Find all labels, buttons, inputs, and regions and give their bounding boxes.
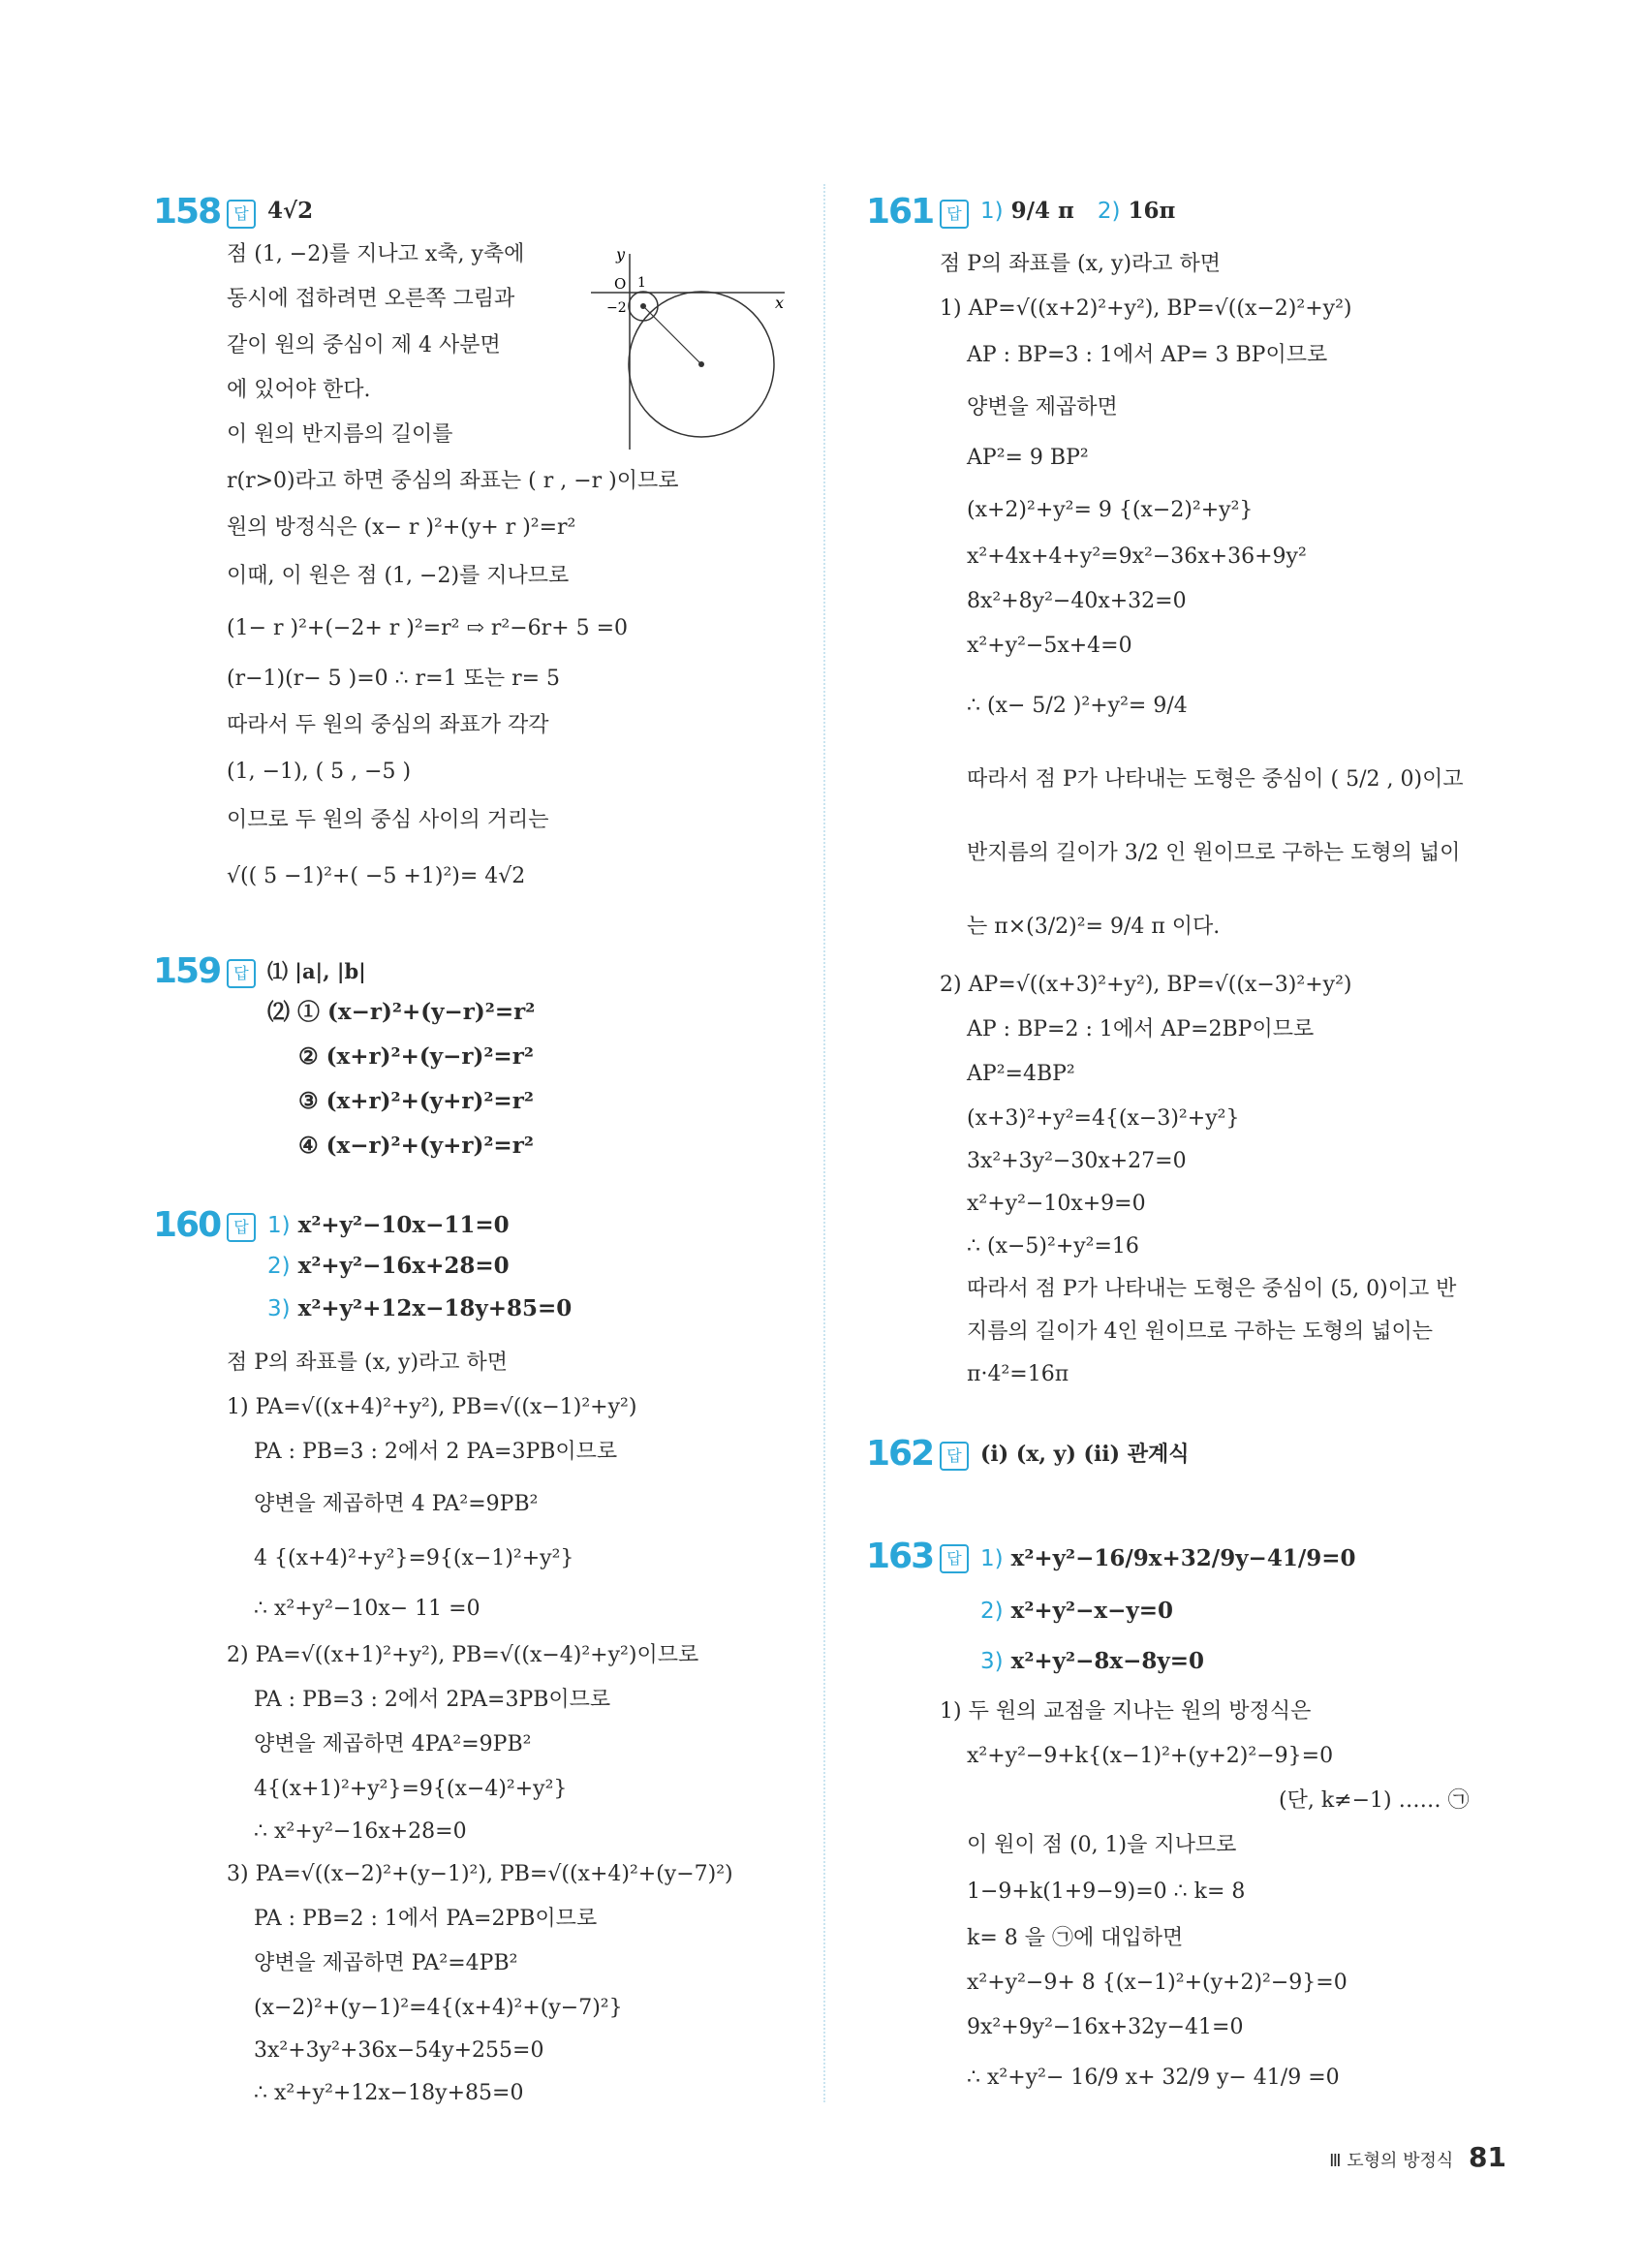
answer-159-3: ③ (x+r)²+(y+r)²=r² <box>298 1088 534 1114</box>
radius-line <box>643 306 701 364</box>
answer-tag-160: 답 <box>227 1213 256 1242</box>
text-161-7: 8x²+8y²−40x+32=0 <box>967 589 1187 613</box>
text-161-9: ∴ (x− 5/2 )²+y²= 9/4 <box>967 694 1188 718</box>
answer-163-3-text: x²+y²−8x−8y=0 <box>1010 1648 1205 1674</box>
text-160-10: ∴ x²+y²−16x+28=0 <box>254 1819 467 1844</box>
answer-163-2-text: x²+y²−x−y=0 <box>1010 1598 1174 1624</box>
answer-160-3-text: x²+y²+12x−18y+85=0 <box>297 1295 573 1321</box>
text-158-13: √(( 5 −1)²+( −5 +1)²)= 4√2 <box>227 864 526 888</box>
answer-160-3-marker: 3) <box>267 1296 291 1321</box>
text-161-10: 따라서 점 P가 나타내는 도형은 중심이 ( 5/2 , 0)이고 <box>967 767 1464 792</box>
answer-161-2: 16π <box>1128 198 1176 224</box>
tick-one-label: 1 <box>637 275 646 291</box>
answer-tag-163: 답 <box>940 1544 969 1573</box>
answer-159-1: ⑵ ① (x−r)²+(y−r)²=r² <box>267 999 536 1025</box>
answer-160-2-text: x²+y²−16x+28=0 <box>297 1253 510 1279</box>
circle-figure <box>581 244 794 455</box>
text-161-4: AP²= 9 BP² <box>967 446 1089 470</box>
text-160-7: PA : PB=3 : 2에서 2PA=3PB이므로 <box>254 1688 611 1712</box>
text-158-7: 이때, 이 원은 점 (1, −2)를 지나므로 <box>227 564 570 588</box>
text-161-22: π·4²=16π <box>967 1362 1069 1386</box>
answer-163-1-marker: 1) <box>980 1546 1004 1571</box>
answer-tag-162: 답 <box>940 1442 969 1471</box>
answer-161-1-marker: 1) <box>980 199 1004 224</box>
text-160-11: 3) PA=√((x−2)²+(y−1)²), PB=√((x+4)²+(y−7)²) <box>227 1862 733 1886</box>
text-160-4: 4 {(x+4)²+y²}=9{(x−1)²+y²} <box>254 1546 574 1570</box>
text-160-1: 1) PA=√((x+4)²+y²), PB=√((x−1)²+y²) <box>227 1395 637 1419</box>
text-161-14: AP : BP=2 : 1에서 AP=2BP이므로 <box>967 1017 1315 1041</box>
text-163-6: x²+y²−9+ 8 {(x−1)²+(y+2)²−9}=0 <box>967 1971 1348 1995</box>
answer-160-1-text: x²+y²−10x−11=0 <box>297 1212 510 1238</box>
answer-163-1 <box>980 1544 1356 1573</box>
text-163-3: 이 원이 점 (0, 1)을 지나므로 <box>967 1833 1237 1857</box>
text-158-1: 동시에 접하려면 오른쪽 그림과 <box>227 287 515 311</box>
problem-number-161: 161 <box>866 192 934 232</box>
problem-number-160: 160 <box>153 1205 221 1245</box>
text-158-4: 이 원의 반지름의 길이를 <box>227 422 453 447</box>
text-160-0: 점 P의 좌표를 (x, y)라고 하면 <box>227 1351 509 1375</box>
text-158-10: 따라서 두 원의 중심의 좌표가 각각 <box>227 713 549 737</box>
tick-neg2-label: −2 <box>606 300 627 316</box>
problem-number-159: 159 <box>153 951 221 991</box>
answer-tag-158: 답 <box>227 200 256 229</box>
small-center <box>640 303 646 309</box>
text-160-15: 3x²+3y²+36x−54y+255=0 <box>254 2038 544 2063</box>
text-161-1: 1) AP=√((x+2)²+y²), BP=√((x−2)²+y²) <box>940 296 1352 321</box>
text-158-11: (1, −1), ( 5 , −5 ) <box>227 760 412 784</box>
text-161-17: 3x²+3y²−30x+27=0 <box>967 1149 1187 1173</box>
answer-162: (i) (x, y) (ii) 관계식 <box>980 1442 1190 1467</box>
column-divider <box>823 184 825 2102</box>
text-161-15: AP²=4BP² <box>967 1062 1075 1086</box>
y-axis-label: y <box>616 245 626 264</box>
problem-number-158: 158 <box>153 192 221 232</box>
page-footer <box>1329 2141 1506 2173</box>
text-160-9: 4{(x+1)²+y²}=9{(x−4)²+y²} <box>254 1777 568 1801</box>
answer-160-3 <box>267 1294 572 1323</box>
answer-159-4: ④ (x−r)²+(y+r)²=r² <box>298 1133 534 1159</box>
answer-163-1-text: x²+y²−16/9x+32/9y−41/9=0 <box>1010 1545 1356 1571</box>
text-163-4: 1−9+k(1+9−9)=0 ∴ k= 8 <box>967 1880 1246 1904</box>
x-axis-label: x <box>775 294 785 312</box>
text-161-18: x²+y²−10x+9=0 <box>967 1192 1146 1216</box>
page-number: 81 <box>1469 2141 1506 2173</box>
text-160-13: 양변을 제곱하면 PA²=4PB² <box>254 1951 518 1975</box>
answer-160-2 <box>267 1252 510 1281</box>
answer-163-3-marker: 3) <box>980 1649 1004 1674</box>
text-158-2: 같이 원의 중심이 제 4 사분면 <box>227 333 501 357</box>
answer-163-2 <box>980 1597 1173 1626</box>
text-158-3: 에 있어야 한다. <box>227 378 371 402</box>
problem-number-163: 163 <box>866 1537 934 1576</box>
text-160-12: PA : PB=2 : 1에서 PA=2PB이므로 <box>254 1907 598 1931</box>
text-161-5: (x+2)²+y²= 9 {(x−2)²+y²} <box>967 498 1254 522</box>
text-160-16: ∴ x²+y²+12x−18y+85=0 <box>254 2081 524 2105</box>
problem-number-162: 162 <box>866 1434 934 1474</box>
answer-163-2-marker: 2) <box>980 1599 1004 1624</box>
text-161-20: 따라서 점 P가 나타내는 도형은 중심이 (5, 0)이고 반 <box>967 1277 1457 1301</box>
origin-label: O <box>614 275 627 293</box>
answer-159-2: ② (x+r)²+(y−r)²=r² <box>298 1043 534 1070</box>
text-158-12: 이므로 두 원의 중심 사이의 거리는 <box>227 808 549 832</box>
answer-161-1: 9/4 π <box>1010 198 1074 224</box>
text-161-16: (x+3)²+y²=4{(x−3)²+y²} <box>967 1106 1240 1131</box>
text-161-21: 지름의 길이가 4인 원이므로 구하는 도형의 넓이는 <box>967 1320 1433 1344</box>
text-158-6: 원의 방정식은 (x− r )²+(y+ r )²=r² <box>227 515 576 540</box>
text-161-3: 양변을 제곱하면 <box>967 395 1118 419</box>
text-163-7: 9x²+9y²−16x+32y−41=0 <box>967 2015 1244 2039</box>
text-161-8: x²+y²−5x+4=0 <box>967 634 1132 658</box>
text-161-0: 점 P의 좌표를 (x, y)라고 하면 <box>940 252 1222 276</box>
text-163-1: x²+y²−9+k{(x−1)²+(y+2)²−9}=0 <box>967 1744 1334 1768</box>
text-161-13: 2) AP=√((x+3)²+y²), BP=√((x−3)²+y²) <box>940 973 1352 997</box>
text-160-3: 양변을 제곱하면 4 PA²=9PB² <box>254 1492 539 1516</box>
text-160-8: 양변을 제곱하면 4PA²=9PB² <box>254 1732 532 1756</box>
text-160-2: PA : PB=3 : 2에서 2 PA=3PB이므로 <box>254 1440 618 1464</box>
text-161-12: 는 π×(3/2)²= 9/4 π 이다. <box>967 915 1221 939</box>
answer-161-2-marker: 2) <box>1097 199 1121 224</box>
text-161-2: AP : BP=3 : 1에서 AP= 3 BP이므로 <box>967 343 1328 367</box>
text-161-19: ∴ (x−5)²+y²=16 <box>967 1234 1139 1258</box>
answer-160-1-marker: 1) <box>267 1213 291 1238</box>
text-163-8: ∴ x²+y²− 16/9 x+ 32/9 y− 41/9 =0 <box>967 2066 1340 2090</box>
answer-163-3 <box>980 1647 1204 1676</box>
chapter-title: Ⅲ 도형의 방정식 <box>1329 2151 1454 2171</box>
text-161-6: x²+4x+4+y²=9x²−36x+36+9y² <box>967 544 1307 569</box>
answer-159-0: ⑴ |a|, |b| <box>267 959 366 983</box>
text-158-5: r(r>0)라고 하면 중심의 좌표는 ( r , −r )이므로 <box>227 469 679 493</box>
text-158-8: (1− r )²+(−2+ r )²=r² ⇨ r²−6r+ 5 =0 <box>227 616 629 640</box>
text-160-6: 2) PA=√((x+1)²+y²), PB=√((x−4)²+y²)이므로 <box>227 1643 699 1667</box>
answer-161 <box>980 197 1175 226</box>
text-160-5: ∴ x²+y²−10x− 11 =0 <box>254 1597 480 1621</box>
answer-tag-161: 답 <box>940 200 969 229</box>
text-158-0: 점 (1, −2)를 지나고 x축, y축에 <box>227 242 525 266</box>
text-163-5: k= 8 을 ㉠에 대입하면 <box>967 1926 1184 1950</box>
large-center <box>698 361 704 367</box>
text-158-9: (r−1)(r− 5 )=0 ∴ r=1 또는 r= 5 <box>227 667 561 691</box>
answer-tag-159: 답 <box>227 959 256 988</box>
answer-160-2-marker: 2) <box>267 1254 291 1279</box>
text-163-0: 1) 두 원의 교점을 지나는 원의 방정식은 <box>940 1699 1312 1724</box>
text-161-11: 반지름의 길이가 3/2 인 원이므로 구하는 도형의 넓이 <box>967 841 1461 865</box>
answer-158: 4√2 <box>267 198 314 224</box>
answer-160-1 <box>267 1211 510 1240</box>
text-163-2: (단, k≠−1) …… ㉠ <box>1279 1788 1470 1813</box>
text-160-14: (x−2)²+(y−1)²=4{(x+4)²+(y−7)²} <box>254 1996 623 2020</box>
